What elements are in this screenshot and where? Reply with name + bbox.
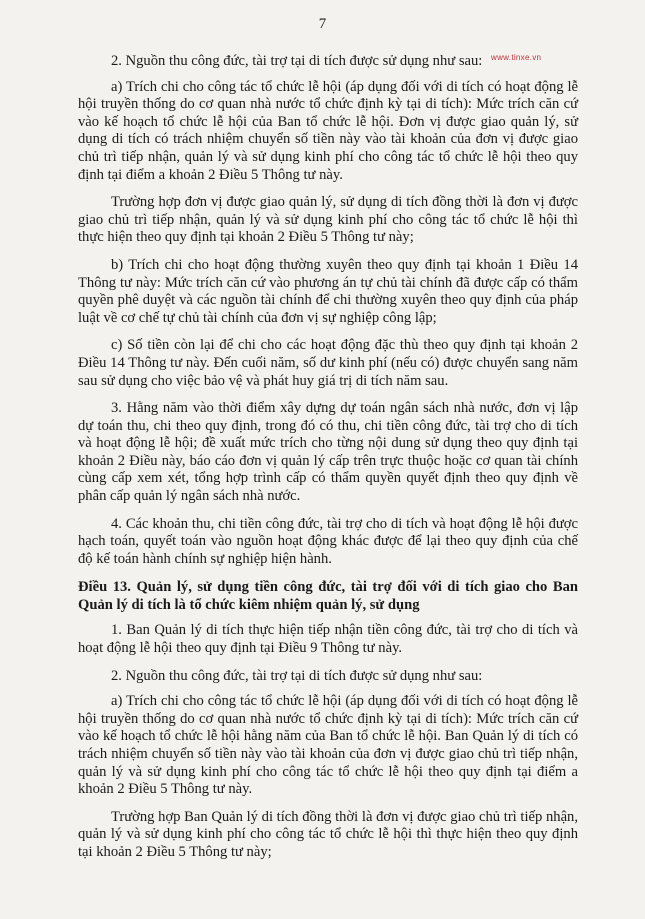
page-number: 7 xyxy=(318,16,327,32)
document-body xyxy=(78,53,578,872)
paragraph-remaining-funds: c) Số tiền còn lại để chi cho các hoạt động đặc thù theo quy định tại khoản 2 Điều 14 Thông tư này. Đến cuối năm, số dư kinh phí (nếu có) được chuyển sang năm sau sử dụng cho việc bảo vệ và phát huy giá trị di tích năm sau. xyxy=(78,337,578,389)
paragraph-regular-activities: b) Trích chi cho hoạt động thường xuyên theo quy định tại khoản 1 Điều 14 Thông tư này: Mức trích căn cứ vào phương án tự chủ tài chính đã được cấp có thẩm quyền phê duyệt và các nguồn tài chính để chi thường xuyên theo quy định của pháp luật về cơ chế tự chủ tài chính của đơn vị sự nghiệp công lập; xyxy=(78,256,578,326)
article-13-paragraph-same-unit: Trường hợp Ban Quản lý di tích đồng thời là đơn vị được giao chủ trì tiếp nhận, quản lý và sử dụng kinh phí cho công tác tổ chức lễ hội thì thực hiện theo quy định tại khoản 2 Điều 5 Thông tư này; xyxy=(78,808,578,860)
paragraph-source-usage: 2. Nguồn thu công đức, tài trợ tại di tích được sử dụng như sau: xyxy=(111,53,483,69)
paragraph-festival-allocation: a) Trích chi cho công tác tổ chức lễ hội (áp dụng đối với di tích có hoạt động lễ hội truyền thống do cơ quan nhà nước tổ chức định kỳ tại di tích): Mức trích căn cứ vào kế hoạch tổ chức lễ hội của Ban tổ chức lễ hội. Đơn vị được giao quản lý, sử dụng di tích có trách nhiệm chuyển số tiền này vào tài khoản của đơn vị được giao chủ trì tiếp nhận, quản lý và sử dụng kinh phí cho công tác tổ chức lễ hội theo quy định tại điểm a khoản 2 Điều 5 Thông tư này. xyxy=(78,78,578,183)
paragraph-accounting: 4. Các khoản thu, chi tiền công đức, tài trợ cho di tích và hoạt động lễ hội được hạch toán, quyết toán vào nguồn hoạt động khác được để lại theo quy định của chế độ kế toán hành chính sự nghiệp hiện hành. xyxy=(78,515,578,567)
article-13-heading: Điều 13. Quản lý, sử dụng tiền công đức, tài trợ đối với di tích giao cho Ban Quản lý di tích là tổ chức kiêm nhiệm quản lý, sử dụng xyxy=(78,579,578,614)
watermark-text: www.tinxe.vn xyxy=(491,53,542,62)
article-13-paragraph-2: 2. Nguồn thu công đức, tài trợ tại di tích được sử dụng như sau: xyxy=(111,667,483,684)
article-13-paragraph-2a: a) Trích chi cho công tác tổ chức lễ hội (áp dụng đối với di tích có hoạt động lễ hội truyền thống do cơ quan nhà nước tổ chức định kỳ tại di tích): Mức trích căn cứ vào kế hoạch tổ chức lễ hội hằng năm của Ban tổ chức lễ hội. Ban Quản lý di tích có trách nhiệm chuyển số tiền này vào tài khoản của đơn vị được giao chủ trì tiếp nhận, quản lý và sử dụng kinh phí cho công tác tổ chức lễ hội theo quy định tại điểm a khoản 2 Điều 5 Thông tư này. xyxy=(78,693,578,798)
article-13-paragraph-1: 1. Ban Quản lý di tích thực hiện tiếp nhận tiền công đức, tài trợ cho di tích và hoạt động lễ hội theo quy định tại Điều 9 Thông tư này. xyxy=(78,622,578,657)
paragraph-same-unit-case: Trường hợp đơn vị được giao quản lý, sử dụng di tích đồng thời là đơn vị được giao chủ trì tiếp nhận, quản lý và sử dụng kinh phí cho công tác tổ chức lễ hội thì thực hiện theo quy định tại khoản 2 Điều 5 Thông tư này; xyxy=(78,194,578,246)
paragraph-annual-estimate: 3. Hằng năm vào thời điểm xây dựng dự toán ngân sách nhà nước, đơn vị lập dự toán thu, chi theo quy định, trong đó có thu, chi tiền công đức, tài trợ cho di tích và hoạt động lễ hội; đề xuất mức trích cho từng nội dung sử dụng theo quy định tại khoản 2 Điều này, báo cáo đơn vị quản lý cấp trên trực thuộc hoặc cơ quan tài chính cùng cấp xem xét, tổng hợp trình cấp có thẩm quyền quyết định theo quy định về phân cấp quản lý ngân sách nhà nước. xyxy=(78,400,578,505)
